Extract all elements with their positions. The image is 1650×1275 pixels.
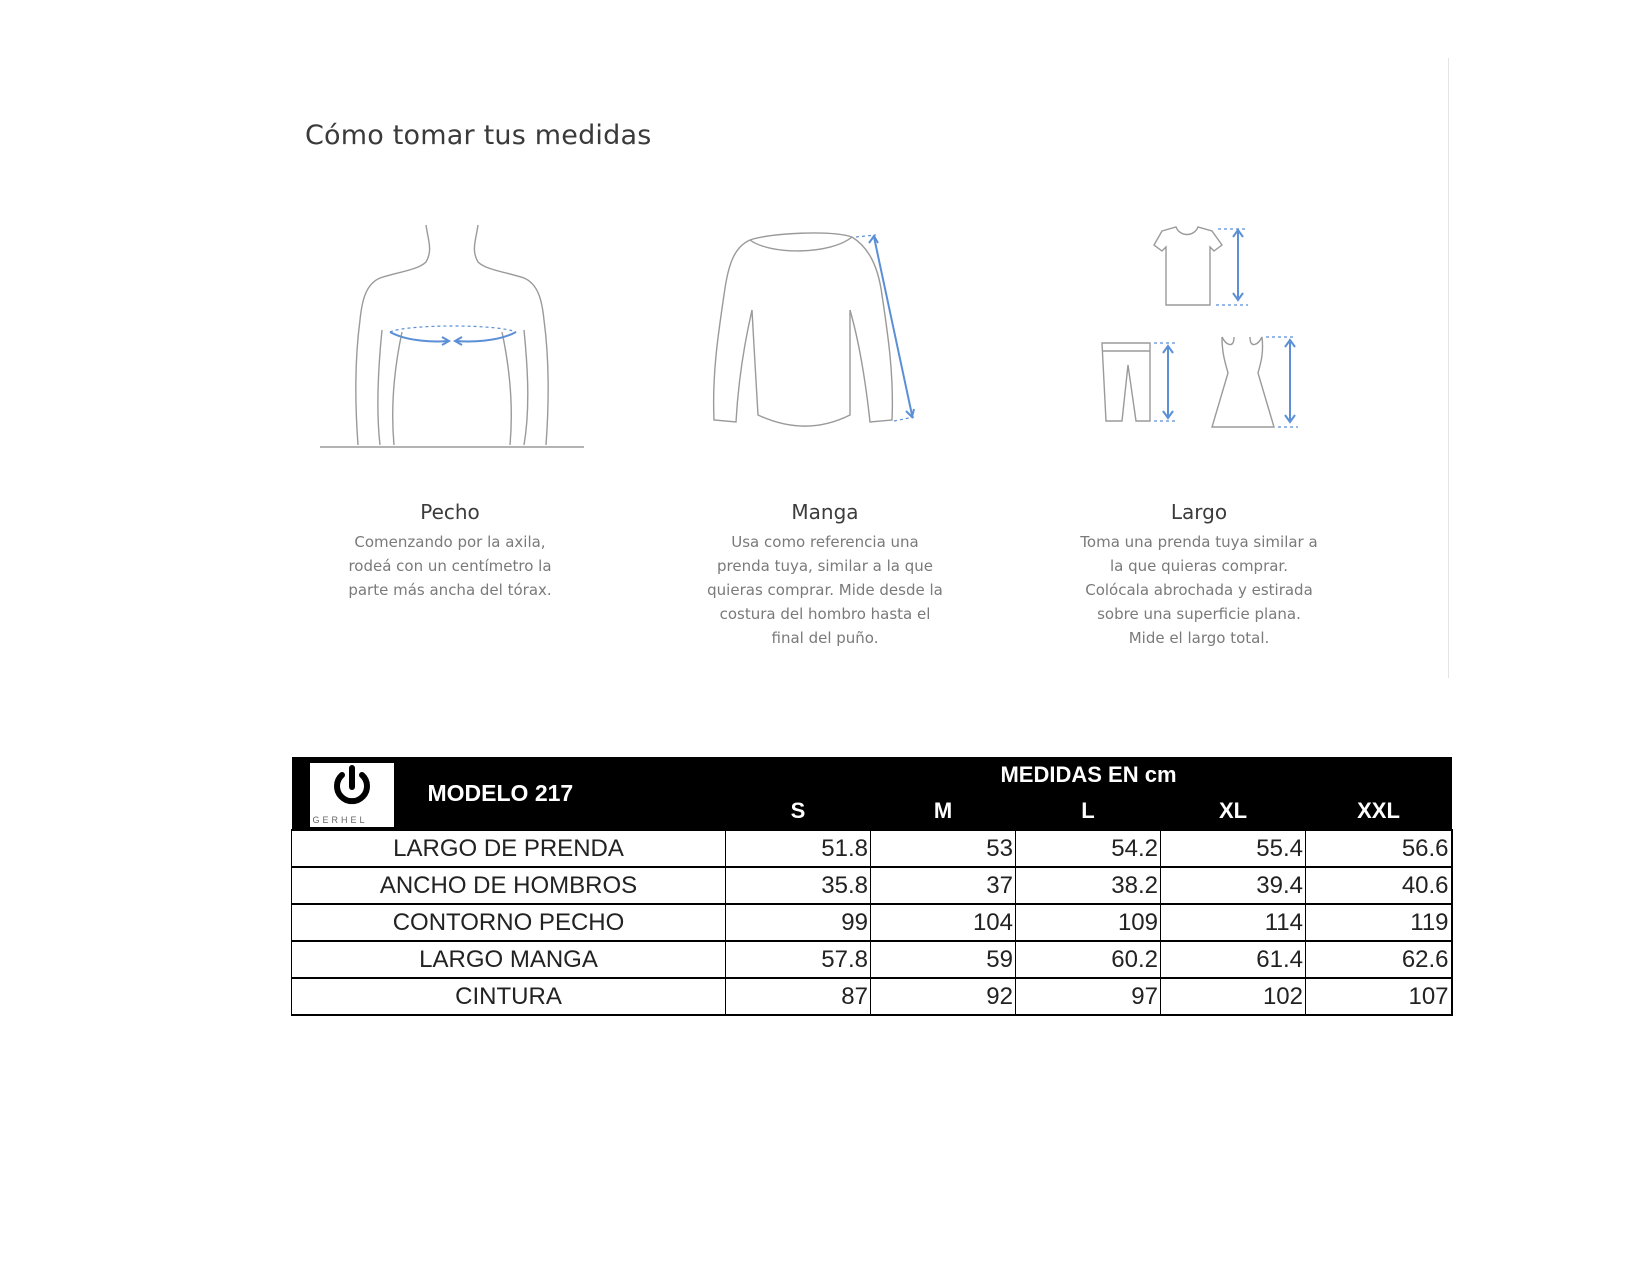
size-value-cell: 59	[871, 941, 1016, 978]
row-label: CONTORNO PECHO	[292, 904, 726, 941]
table-row	[292, 830, 1452, 867]
guide-item-description: Usa como referencia una prenda tuya, similar a la que quieras comprar. Mide desde la costura del hombro hasta el final del puño.	[707, 533, 943, 647]
table-row	[292, 941, 1452, 978]
size-value-cell: 38.2	[1016, 867, 1161, 904]
guide-item-description: Toma una prenda tuya similar a la que quieras comprar. Colócala abrochada y estirada sobre una superficie plana. Mide el largo total.	[1080, 533, 1318, 647]
size-value-cell: 107	[1306, 978, 1452, 1015]
brand-name: GERHEL	[312, 815, 368, 825]
guide-item-heading: Largo	[1170, 500, 1228, 524]
size-value-cell: 35.8	[726, 867, 871, 904]
size-table-container	[291, 757, 1451, 1016]
size-value-cell: 39.4	[1161, 867, 1306, 904]
size-value-cell: 102	[1161, 978, 1306, 1015]
size-value-cell: 62.6	[1306, 941, 1452, 978]
row-label: LARGO MANGA	[292, 941, 726, 978]
size-value-cell: 109	[1016, 904, 1161, 941]
size-value-cell: 61.4	[1161, 941, 1306, 978]
size-header: L	[1016, 793, 1161, 830]
guide-item-chest	[300, 500, 600, 602]
size-header: XL	[1161, 793, 1306, 830]
size-value-cell: 97	[1016, 978, 1161, 1015]
table-row	[292, 904, 1452, 941]
power-icon	[310, 763, 394, 813]
table-row	[292, 978, 1452, 1015]
size-value-cell: 99	[726, 904, 871, 941]
size-value-cell: 40.6	[1306, 867, 1452, 904]
size-value-cell: 119	[1306, 904, 1452, 941]
size-value-cell: 51.8	[726, 830, 871, 867]
guide-item-heading: Manga	[791, 500, 859, 524]
guide-item-length	[1049, 500, 1349, 650]
size-value-cell: 53	[871, 830, 1016, 867]
size-value-cell: 92	[871, 978, 1016, 1015]
brand-logo	[292, 757, 394, 830]
size-header: M	[871, 793, 1016, 830]
guide-item-sleeve	[675, 500, 975, 650]
length-measure-illustration	[1090, 225, 1320, 435]
panel-divider	[1448, 58, 1449, 678]
row-label: CINTURA	[292, 978, 726, 1015]
row-label: LARGO DE PRENDA	[292, 830, 726, 867]
size-value-cell: 37	[871, 867, 1016, 904]
size-value-cell: 56.6	[1306, 830, 1452, 867]
row-label: ANCHO DE HOMBROS	[292, 867, 726, 904]
size-header: XXL	[1306, 793, 1452, 830]
size-value-cell: 60.2	[1016, 941, 1161, 978]
size-value-cell: 114	[1161, 904, 1306, 941]
size-value-cell: 57.8	[726, 941, 871, 978]
chest-measure-illustration	[318, 220, 588, 465]
sleeve-measure-illustration	[700, 225, 960, 445]
table-header-row	[292, 757, 1452, 793]
units-header: MEDIDAS EN cm	[726, 757, 1452, 793]
size-table	[291, 757, 1453, 1016]
size-header: S	[726, 793, 871, 830]
model-title: MODELO 217	[394, 757, 726, 830]
size-value-cell: 104	[871, 904, 1016, 941]
size-value-cell: 87	[726, 978, 871, 1015]
size-value-cell: 54.2	[1016, 830, 1161, 867]
size-value-cell: 55.4	[1161, 830, 1306, 867]
guide-title: Cómo tomar tus medidas	[305, 120, 652, 151]
guide-item-description: Comenzando por la axila, rodeá con un centímetro la parte más ancha del tórax.	[348, 533, 552, 599]
guide-item-heading: Pecho	[420, 500, 480, 524]
table-row	[292, 867, 1452, 904]
